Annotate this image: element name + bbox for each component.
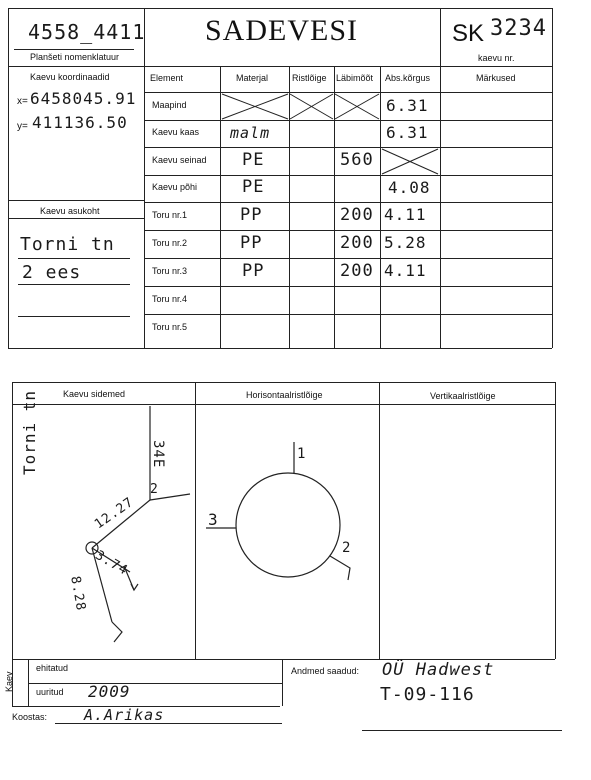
connection-mark-2: 2 [150,482,159,497]
location-line-1: Torni tn [20,234,115,255]
data-from-label: Andmed saadud: [291,666,360,676]
pipe-label-1: 1 [297,446,307,462]
location-line-2: 2 ees [22,262,82,283]
y-coordinate-label: y= [17,121,28,132]
sheet-nomenclature-value: 4558_4411 [28,20,146,44]
row-materjal: PP [240,233,263,253]
street-name-vertical: Torni tn [20,389,39,475]
coordinates-label: Kaevu koordinaadid [30,72,110,82]
row-abs: 4.08 [388,178,431,197]
row-element: Toru nr.3 [152,266,188,276]
row-element: Toru nr.1 [152,210,188,220]
composed-value: A.Arikas [84,706,165,724]
table-header-labimoot: Läbimõõt [336,73,374,83]
row-materjal: PE [242,150,265,170]
distance-1: 12.27 [92,494,137,533]
well-number-label: kaevu nr. [478,53,515,63]
row-materjal: malm [230,124,271,142]
row-element: Maapind [152,100,187,110]
x-coordinate-value: 6458045.91 [30,89,137,108]
row-labimoot: 560 [340,150,374,170]
data-from-value-2: T-09-116 [380,684,475,705]
kaev-label: Kaev [4,671,14,692]
row-abs: 6.31 [386,96,429,115]
row-element: Toru nr.5 [152,322,188,332]
surveyed-label: uuritud [36,687,64,697]
row-element: Kaevu seinad [152,155,207,165]
x-coordinate-label: x= [17,96,28,107]
distance-2: 3.74 [92,548,131,579]
house-number: 34E [150,440,166,469]
row-materjal: PP [242,261,265,281]
row-labimoot: 200 [340,205,374,225]
distance-3: 8.28 [67,575,89,613]
row-materjal: PE [242,177,265,197]
row-abs: 6.31 [386,123,429,142]
row-element: Kaevu põhi [152,182,198,192]
pipe-label-3: 3 [208,510,219,529]
row-labimoot: 200 [340,261,374,281]
data-from-value-1: OÜ Hadwest [382,660,495,680]
table-header-element: Element [150,73,184,83]
row-abs: 5.28 [384,233,427,252]
y-coordinate-value: 411136.50 [32,113,128,132]
sheet-nomenclature-label: Planšeti nomenklatuur [30,52,120,62]
row-element: Toru nr.2 [152,238,188,248]
table-header-markused: Märkused [476,73,516,83]
location-label: Kaevu asukoht [40,206,100,216]
well-number-value: 3234 [490,16,547,41]
connections-label: Kaevu sidemed [63,389,126,399]
table-header-materjal: Materjal [236,73,269,83]
row-abs: 4.11 [384,205,427,224]
row-element: Toru nr.4 [152,294,188,304]
vertical-section-label: Vertikaalristlõige [430,391,496,401]
sk-prefix: SK [452,20,485,47]
composed-label: Koostas: [12,712,48,722]
pipe-label-2: 2 [342,540,352,556]
row-labimoot: 200 [340,233,374,253]
horizontal-section-label: Horisontaalristlõige [246,390,323,400]
table-header-abs-korgus: Abs.kõrgus [385,73,431,83]
built-label: ehitatud [36,663,69,673]
surveyed-value: 2009 [88,682,131,701]
row-element: Kaevu kaas [152,127,200,137]
row-abs: 4.11 [384,261,427,280]
page-title: SADEVESI [205,14,359,47]
table-header-ristloige: Ristlõige [292,73,327,83]
row-materjal: PP [240,205,263,225]
